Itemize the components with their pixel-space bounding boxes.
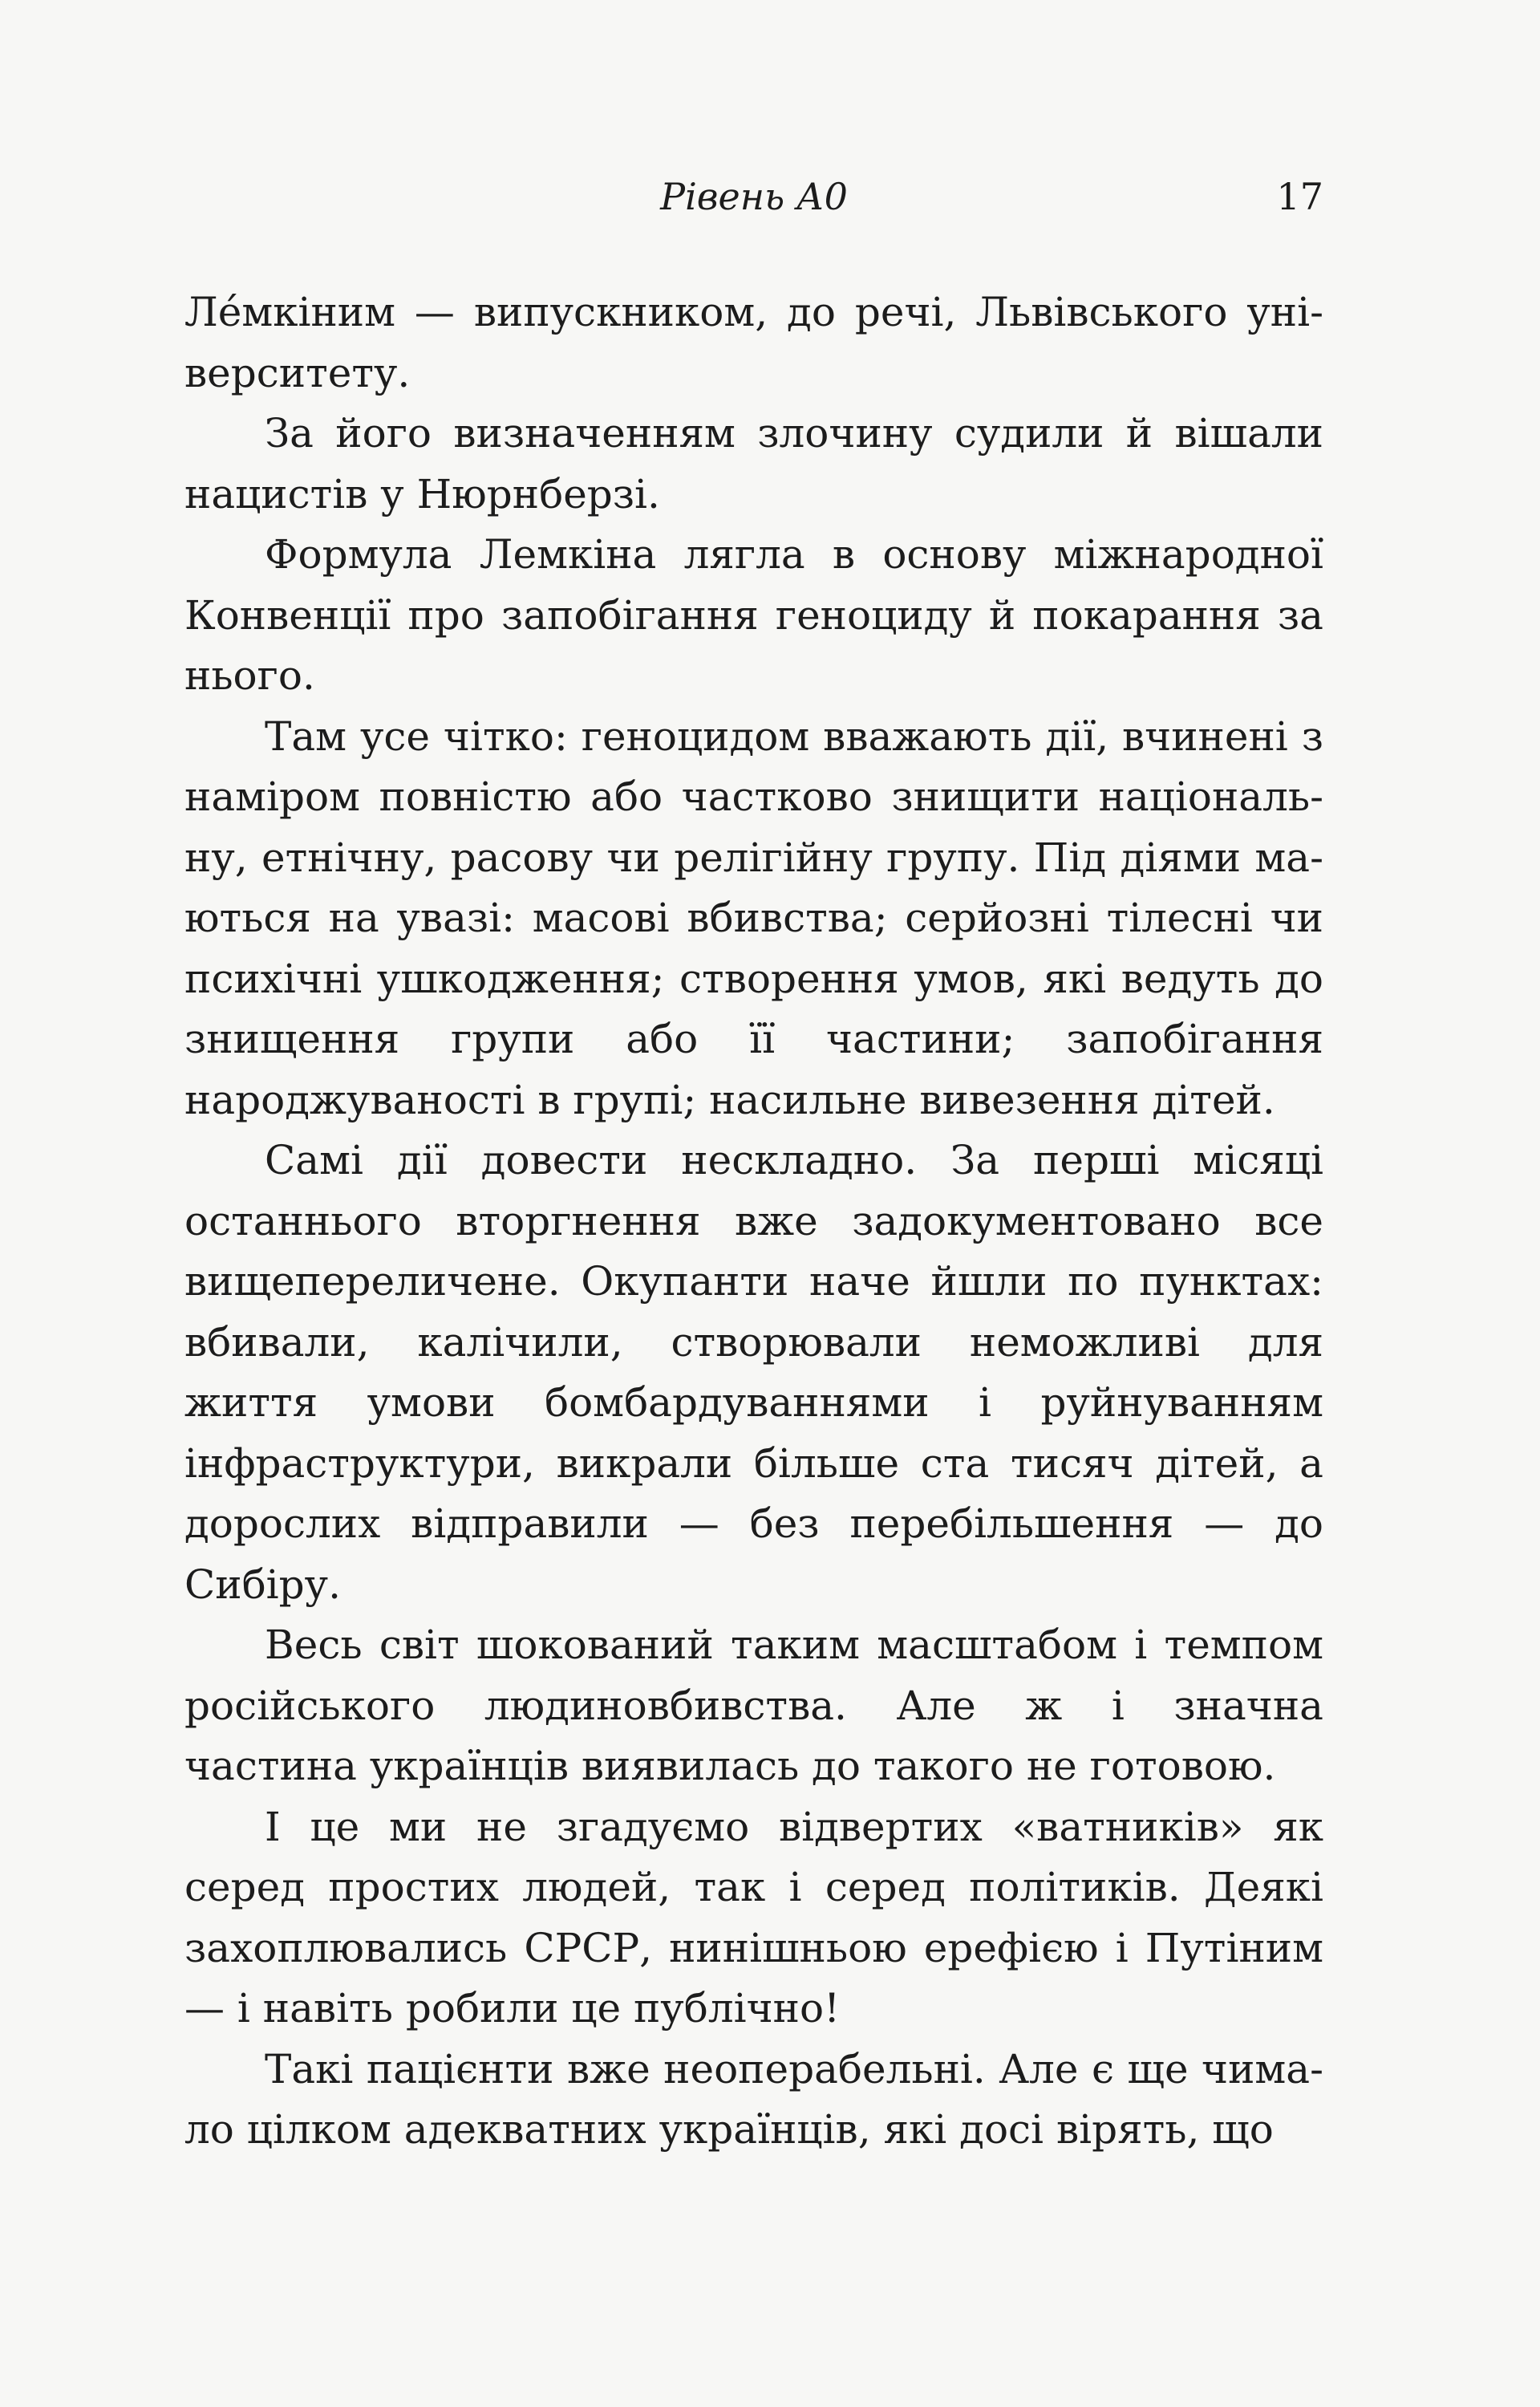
paragraph-continuation: Лéмкіним — випускником, до речі, Львівського університету.: [184, 289, 1323, 396]
body-text: [184, 282, 1323, 2161]
paragraph: Самі дії довести нескладно. За перші місяці останнього вторгнення вже задокументовано все вищепереличене. Окупанти наче йшли по пунктах: вбивали, калічили, створювали неможливі для життя умови бомбардуваннями і руйнуванням інфраструктури, викрали більше ста тисяч дітей, а дорослих відправили — без перебільшення — до Сибіру.: [184, 1137, 1323, 1608]
paragraph: І це ми не згадуємо відвертих «ватників» як серед простих людей, так і серед політиків. Деякі захоплювались СРСР, нинішньою ерефією і Путіним — і навіть робили це публічно!: [184, 1803, 1323, 2032]
paragraph: Весь світ шокований таким масштабом і темпом російського людиновбивства. Але ж і значна частина українців виявилась до такого не готовою.: [184, 1622, 1323, 1789]
paragraph: Там усе чітко: геноцидом вважають дії, вчинені з наміром повністю або частково знищити національну, етнічну, расову чи релігійну групу. Під діями маються на увазі: масові вбивства; серйозні тілесні чи психічні ушкодження; створення умов, які ведуть до знищення групи або її частини; запобігання народжуваності в групі; насильне вивезення дітей.: [184, 712, 1323, 1123]
chapter-title: Рівень А0: [660, 175, 848, 218]
page-number: 17: [1276, 175, 1323, 218]
paragraph: Формула Лемкіна лягла в основу міжнародної Конвенції про запобігання геноциду й покарання за нього.: [184, 531, 1323, 699]
paragraph: Такі пацієнти вже неоперабельні. Але є ще чимало цілком адекватних українців, які досі вірять, що: [184, 2045, 1323, 2153]
paragraph: За його визначенням злочину судили й вішали нацистів у Нюрнберзі.: [184, 410, 1323, 518]
running-header: [184, 168, 1323, 225]
